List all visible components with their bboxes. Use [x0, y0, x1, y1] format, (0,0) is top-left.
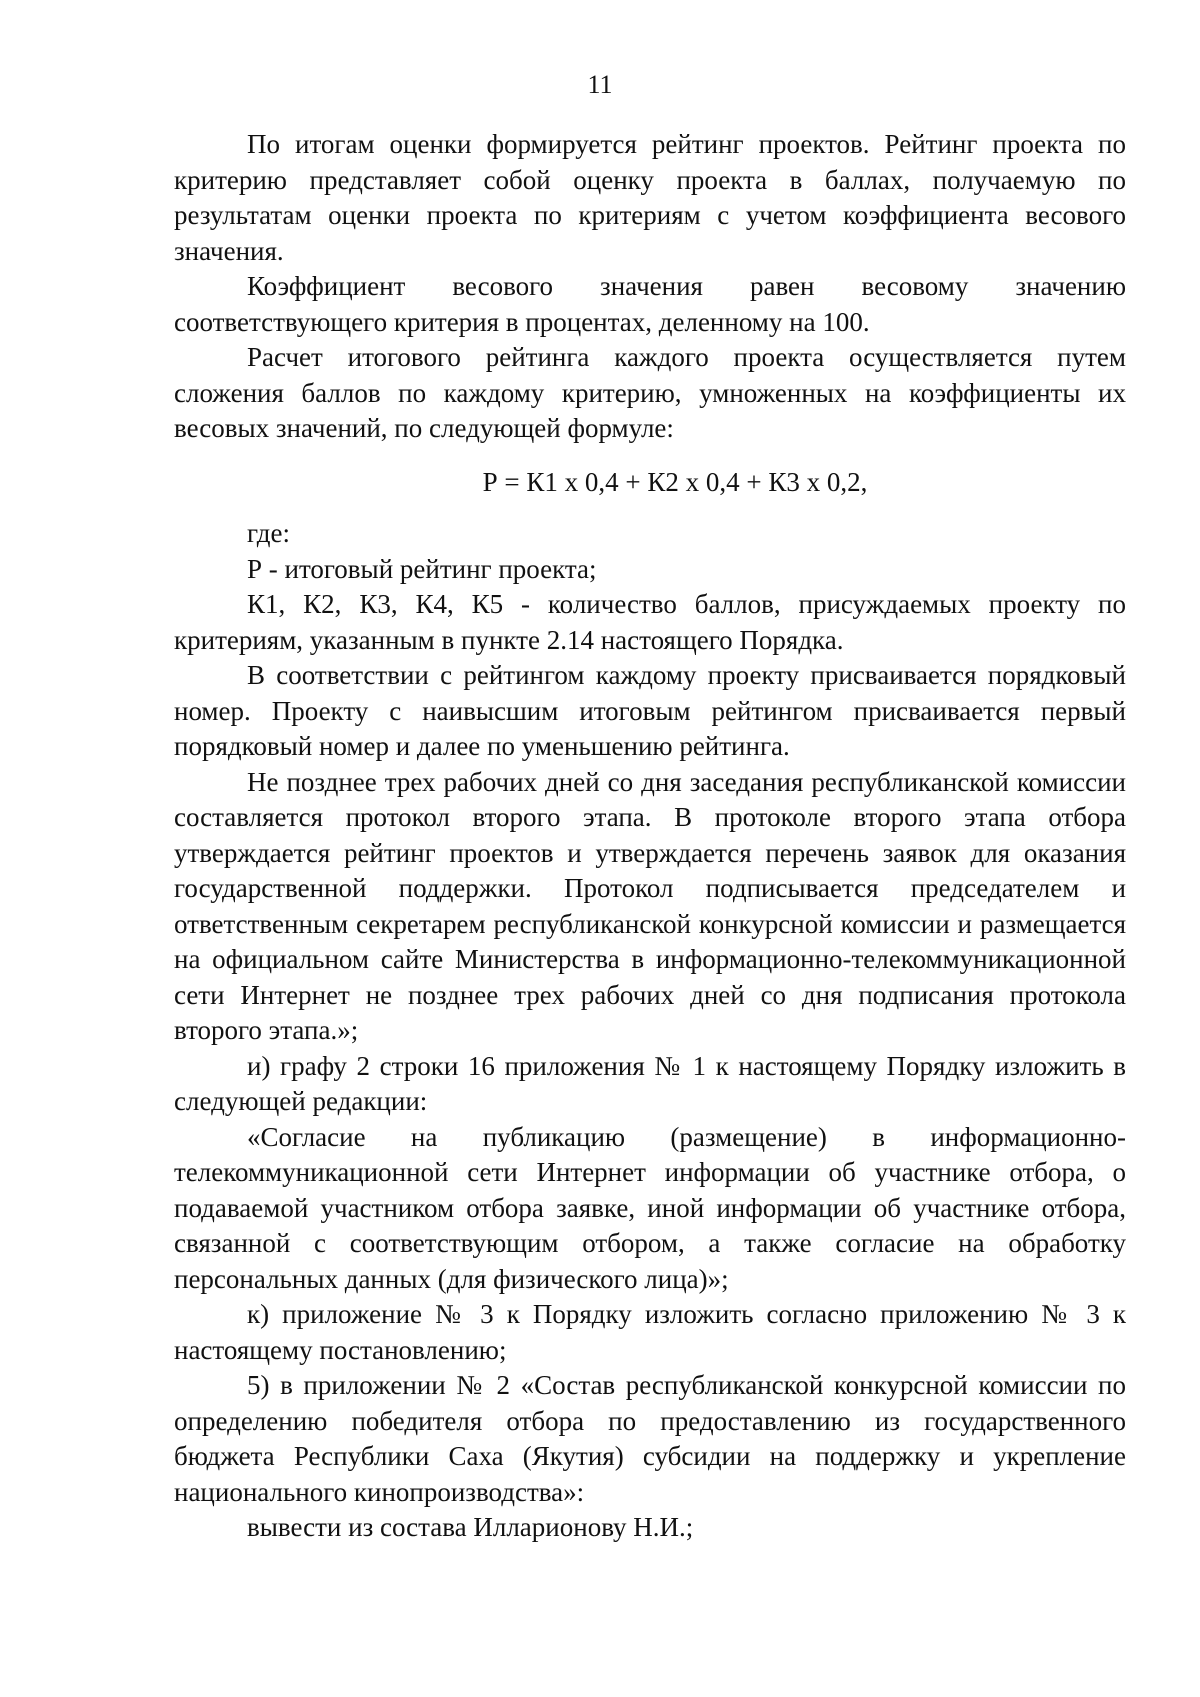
- paragraph-item-k: к) приложение № 3 к Порядку изложить согласно приложению № 3 к настоящему постановлению;: [174, 1299, 1126, 1365]
- paragraph-ordinal-number: В соответствии с рейтингом каждому проекту присваивается порядковый номер. Проекту с наивысшим итоговым рейтингом присваивается первый порядковый номер и далее по уменьшению рейтинга.: [174, 660, 1126, 761]
- rating-formula: Р = К1 х 0,4 + К2 х 0,4 + К3 х 0,2,: [482, 466, 868, 497]
- paragraph-remove-member: вывести из состава Илларионову Н.И.;: [247, 1512, 694, 1542]
- paragraph-k-definition: К1, К2, К3, К4, К5 - количество баллов, присуждаемых проекту по критериям, указанным в пункте 2.14 настоящего Порядка.: [174, 589, 1126, 655]
- paragraph-protocol: Не позднее трех рабочих дней со дня заседания республиканской комиссии составляется протокол второго этапа. В протоколе второго этапа отбора утверждается рейтинг проектов и утверждается перечень заявок для оказания государственной поддержки. Протокол подписывается председателем и ответственным секретарем республиканской конкурсной комиссии и размещается на официальном сайте Министерства в информационно-телекоммуникационной сети Интернет не позднее трех рабочих дней со дня подписания протокола второго этапа.»;: [174, 766, 1126, 1045]
- page-number: 11: [587, 70, 613, 99]
- paragraph-rating-calculation: Расчет итогового рейтинга каждого проекта осуществляется путем сложения баллов по каждому критерию, умноженных на коэффициенты их весовых значений, по следующей формуле:: [174, 342, 1126, 443]
- paragraph-weight-coefficient: Коэффициент весового значения равен весовому значению соответствующего критерия в процентах, деленному на 100.: [174, 271, 1126, 337]
- paragraph-item-i: и) графу 2 строки 16 приложения № 1 к настоящему Порядку изложить в следующей редакции:: [174, 1050, 1126, 1116]
- paragraph-rating-formation: По итогам оценки формируется рейтинг проектов. Рейтинг проекта по критерию представляет собой оценку проекта в баллах, получаемую по результатам оценки проекта по критериям с учетом коэффициента весового значения.: [174, 129, 1126, 266]
- paragraph-p-definition: Р - итоговый рейтинг проекта;: [247, 553, 597, 584]
- paragraph-where: где:: [247, 518, 290, 548]
- paragraph-consent-quote: «Согласие на публикацию (размещение) в информационно-телекоммуникационной сети Интернет информации об участнике отбора, о подаваемой участником отбора заявке, иной информации об участнике отбора, связанной с соответствующим отбором, а также согласие на обработку персональных данных (для физического лица)»;: [174, 1121, 1126, 1294]
- paragraph-item-5: 5) в приложении № 2 «Состав республиканской конкурсной комиссии по определению победителя отбора по предоставлению из государственного бюджета Республики Саха (Якутия) субсидии на поддержку и укрепление национального кинопроизводства»:: [174, 1370, 1126, 1507]
- document-body: [174, 127, 1126, 1546]
